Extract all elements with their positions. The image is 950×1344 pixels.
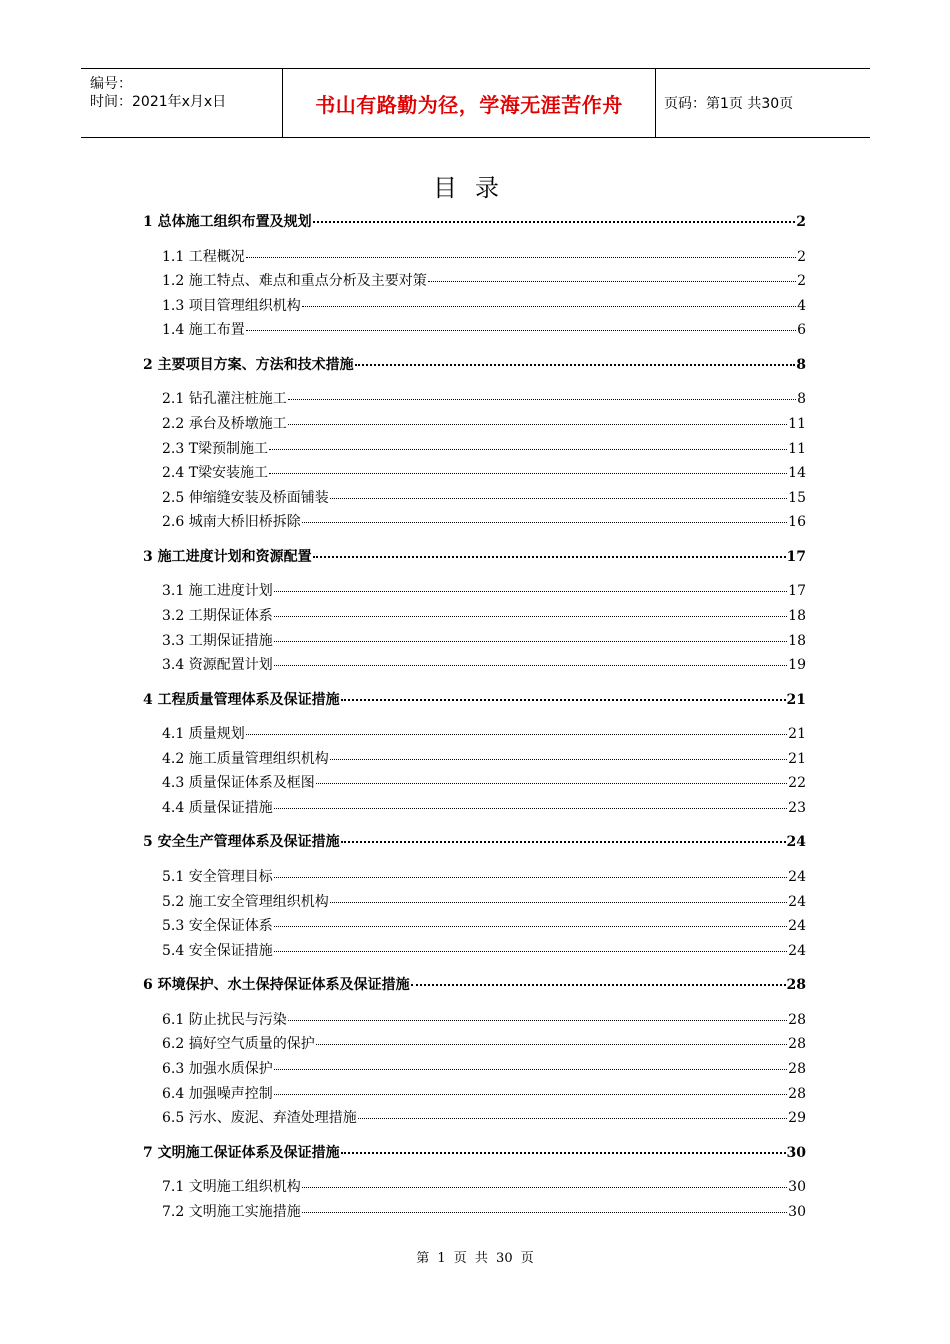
toc-entry-label: 6.4 加强噪声控制	[162, 1085, 273, 1102]
toc-dot-leader	[411, 984, 786, 986]
toc-entry-page-number: 8	[797, 391, 806, 408]
toc-entry-label: 1.4 施工布置	[162, 322, 245, 339]
toc-section-entry[interactable]	[162, 940, 806, 960]
toc-dot-leader	[274, 951, 787, 952]
toc-entry-page-number: 18	[788, 607, 806, 624]
toc-entry-page-number: 28	[788, 1011, 806, 1028]
header-motto-cell	[283, 69, 656, 137]
toc-section-entry[interactable]	[162, 915, 806, 935]
toc-section-entry[interactable]	[162, 1058, 806, 1078]
toc-entry-label: 7.2 文明施工实施措施	[162, 1203, 301, 1220]
toc-entry-label: 4.1 质量规划	[162, 726, 245, 743]
toc-dot-leader	[269, 449, 787, 450]
toc-section-entry[interactable]	[162, 630, 806, 650]
toc-dot-leader	[313, 221, 796, 223]
toc-entry-page-number: 8	[796, 356, 806, 373]
toc-dot-leader	[274, 926, 787, 927]
toc-entry-label: 7.1 文明施工组织机构	[162, 1179, 301, 1196]
toc-entry-label: 4.2 施工质量管理组织机构	[162, 750, 329, 767]
toc-entry-page-number: 2	[797, 248, 806, 265]
toc-entry-label: 5 安全生产管理体系及保证措施	[143, 834, 340, 851]
toc-section-entry[interactable]	[162, 1107, 806, 1127]
toc-dot-leader	[246, 330, 796, 331]
toc-entry-label: 3 施工进度计划和资源配置	[143, 548, 312, 565]
toc-section-entry[interactable]	[162, 413, 806, 433]
document-time-label: 时间：2021年x月x日	[90, 94, 227, 110]
toc-entry-page-number: 24	[788, 942, 806, 959]
toc-entry-page-number: 11	[788, 415, 806, 432]
toc-entry-page-number: 22	[788, 775, 806, 792]
toc-entry-page-number: 24	[786, 834, 806, 851]
toc-dot-leader	[313, 556, 786, 558]
toc-dot-leader	[341, 699, 786, 701]
toc-title: 目录	[433, 174, 517, 202]
toc-section-entry[interactable]	[162, 462, 806, 482]
toc-entry-label: 6.3 加强水质保护	[162, 1060, 273, 1077]
toc-chapter-entry[interactable]	[143, 831, 806, 851]
toc-entry-label: 6.2 搞好空气质量的保护	[162, 1036, 315, 1053]
toc-dot-leader	[330, 759, 787, 760]
toc-entry-page-number: 30	[788, 1179, 806, 1196]
toc-dot-leader	[246, 734, 787, 735]
toc-entry-label: 2 主要项目方案、方法和技术措施	[143, 356, 354, 373]
toc-section-entry[interactable]	[162, 511, 806, 531]
toc-entry-label: 5.2 施工安全管理组织机构	[162, 893, 329, 910]
toc-section-entry[interactable]	[162, 295, 806, 315]
toc-entry-label: 2.6 城南大桥旧桥拆除	[162, 514, 301, 531]
toc-entry-page-number: 16	[788, 514, 806, 531]
toc-section-entry[interactable]	[162, 270, 806, 290]
toc-dot-leader	[274, 877, 787, 878]
toc-section-entry[interactable]	[162, 1201, 806, 1221]
toc-dot-leader	[316, 1044, 787, 1045]
toc-dot-leader	[355, 364, 796, 366]
toc-entry-label: 2.2 承台及桥墩施工	[162, 415, 287, 432]
toc-entry-page-number: 28	[788, 1085, 806, 1102]
toc-dot-leader	[302, 306, 796, 307]
toc-section-entry[interactable]	[162, 246, 806, 266]
toc-section-entry[interactable]	[162, 1033, 806, 1053]
toc-entry-page-number: 2	[797, 273, 806, 290]
toc-entry-label: 3.1 施工进度计划	[162, 583, 273, 600]
toc-section-entry[interactable]	[162, 797, 806, 817]
toc-chapter-entry[interactable]	[143, 689, 806, 709]
toc-entry-page-number: 28	[786, 977, 806, 994]
toc-entry-page-number: 11	[788, 440, 806, 457]
toc-entry-label: 2.1 钻孔灌注桩施工	[162, 391, 287, 408]
toc-section-entry[interactable]	[162, 438, 806, 458]
toc-dot-leader	[330, 498, 787, 499]
toc-entry-label: 1.2 施工特点、难点和重点分析及主要对策	[162, 273, 427, 290]
toc-dot-leader	[274, 808, 787, 809]
toc-entry-page-number: 15	[788, 489, 806, 506]
toc-dot-leader	[341, 1152, 786, 1154]
toc-dot-leader	[428, 281, 796, 282]
toc-entry-page-number: 17	[788, 583, 806, 600]
toc-dot-leader	[274, 641, 787, 642]
toc-entry-label: 6.5 污水、废泥、弃渣处理措施	[162, 1110, 357, 1127]
toc-dot-leader	[288, 424, 787, 425]
toc-chapter-entry[interactable]	[143, 211, 806, 231]
toc-entry-label: 3.2 工期保证体系	[162, 607, 273, 624]
toc-section-entry[interactable]	[162, 1176, 806, 1196]
toc-entry-page-number: 21	[788, 750, 806, 767]
toc-entry-page-number: 19	[788, 657, 806, 674]
toc-entry-label: 6.1 防止扰民与污染	[162, 1011, 287, 1028]
toc-dot-leader	[302, 1212, 787, 1213]
header-page-info: 页码：第1页 共30页	[664, 96, 794, 112]
toc-dot-leader	[341, 841, 786, 843]
page-footer: 第 1 页 共 30 页	[416, 1251, 534, 1266]
toc-dot-leader	[269, 473, 787, 474]
page-header	[81, 68, 870, 138]
toc-entry-page-number: 24	[788, 893, 806, 910]
toc-entry-label: 6 环境保护、水土保持保证体系及保证措施	[143, 977, 410, 994]
toc-entry-label: 5.4 安全保证措施	[162, 942, 273, 959]
toc-entry-page-number: 2	[796, 214, 806, 230]
toc-entry-page-number: 24	[788, 918, 806, 935]
toc-dot-leader	[302, 522, 787, 523]
toc-entry-label: 1.1 工程概况	[162, 248, 245, 265]
document-number-label: 编号：	[90, 76, 132, 92]
toc-entry-page-number: 6	[797, 322, 806, 339]
toc-entry-label: 2.3 T梁预制施工	[162, 440, 269, 457]
toc-dot-leader	[246, 257, 796, 258]
toc-dot-leader	[302, 1187, 787, 1188]
toc-section-entry[interactable]	[162, 388, 806, 408]
toc-entry-page-number: 30	[786, 1144, 806, 1161]
toc-chapter-entry[interactable]	[143, 1142, 806, 1162]
toc-section-entry[interactable]	[162, 748, 806, 768]
header-left-cell	[81, 69, 283, 137]
toc-entry-page-number: 21	[786, 691, 806, 708]
toc-chapter-entry[interactable]	[143, 546, 806, 566]
toc-section-entry[interactable]	[162, 580, 806, 600]
toc-entry-label: 2.4 T梁安装施工	[162, 465, 269, 482]
toc-entry-label: 7 文明施工保证体系及保证措施	[143, 1144, 340, 1161]
toc-entry-label: 4.3 质量保证体系及框图	[162, 775, 315, 792]
toc-section-entry[interactable]	[162, 1083, 806, 1103]
toc-dot-leader	[288, 1020, 787, 1021]
toc-entry-page-number: 29	[788, 1110, 806, 1127]
toc-entry-page-number: 30	[788, 1203, 806, 1220]
toc-section-entry[interactable]	[162, 772, 806, 792]
toc-section-entry[interactable]	[162, 487, 806, 507]
toc-dot-leader	[358, 1118, 787, 1119]
toc-entry-page-number: 24	[788, 868, 806, 885]
toc-entry-page-number: 18	[788, 632, 806, 649]
toc-entry-label: 2.5 伸缩缝安装及桥面铺装	[162, 489, 329, 506]
toc-entry-page-number: 23	[788, 799, 806, 816]
toc-entry-page-number: 21	[788, 726, 806, 743]
toc-section-entry[interactable]	[162, 605, 806, 625]
header-motto: 书山有路勤为径，学海无涯苦作舟	[315, 92, 623, 117]
toc-dot-leader	[274, 1094, 787, 1095]
toc-dot-leader	[288, 399, 796, 400]
toc-entry-label: 3.4 资源配置计划	[162, 657, 273, 674]
toc-dot-leader	[274, 591, 787, 592]
toc-entry-label: 5.3 安全保证体系	[162, 918, 273, 935]
toc-section-entry[interactable]	[162, 723, 806, 743]
toc-chapter-entry[interactable]	[143, 974, 806, 994]
toc-entry-label: 1 总体施工组织布置及规划	[143, 214, 312, 230]
toc-entry-page-number: 14	[788, 465, 806, 482]
toc-dot-leader	[274, 1069, 787, 1070]
toc-entry-page-number: 4	[797, 297, 806, 314]
toc-entry-label: 5.1 安全管理目标	[162, 868, 273, 885]
toc-dot-leader	[330, 902, 787, 903]
toc-chapter-entry[interactable]	[143, 354, 806, 374]
toc-entry-label: 1.3 项目管理组织机构	[162, 297, 301, 314]
toc-entry-label: 3.3 工期保证措施	[162, 632, 273, 649]
toc-section-entry[interactable]	[162, 866, 806, 886]
toc-entry-page-number: 28	[788, 1036, 806, 1053]
toc-entry-label: 4.4 质量保证措施	[162, 799, 273, 816]
toc-section-entry[interactable]	[162, 1009, 806, 1029]
toc-dot-leader	[316, 783, 787, 784]
toc-section-entry[interactable]	[162, 891, 806, 911]
toc-dot-leader	[274, 616, 787, 617]
toc-section-entry[interactable]	[162, 654, 806, 674]
toc-entry-page-number: 28	[788, 1060, 806, 1077]
toc-entry-page-number: 17	[786, 548, 806, 565]
toc-dot-leader	[274, 665, 787, 666]
toc-section-entry[interactable]	[162, 319, 806, 339]
toc-entry-label: 4 工程质量管理体系及保证措施	[143, 691, 340, 708]
